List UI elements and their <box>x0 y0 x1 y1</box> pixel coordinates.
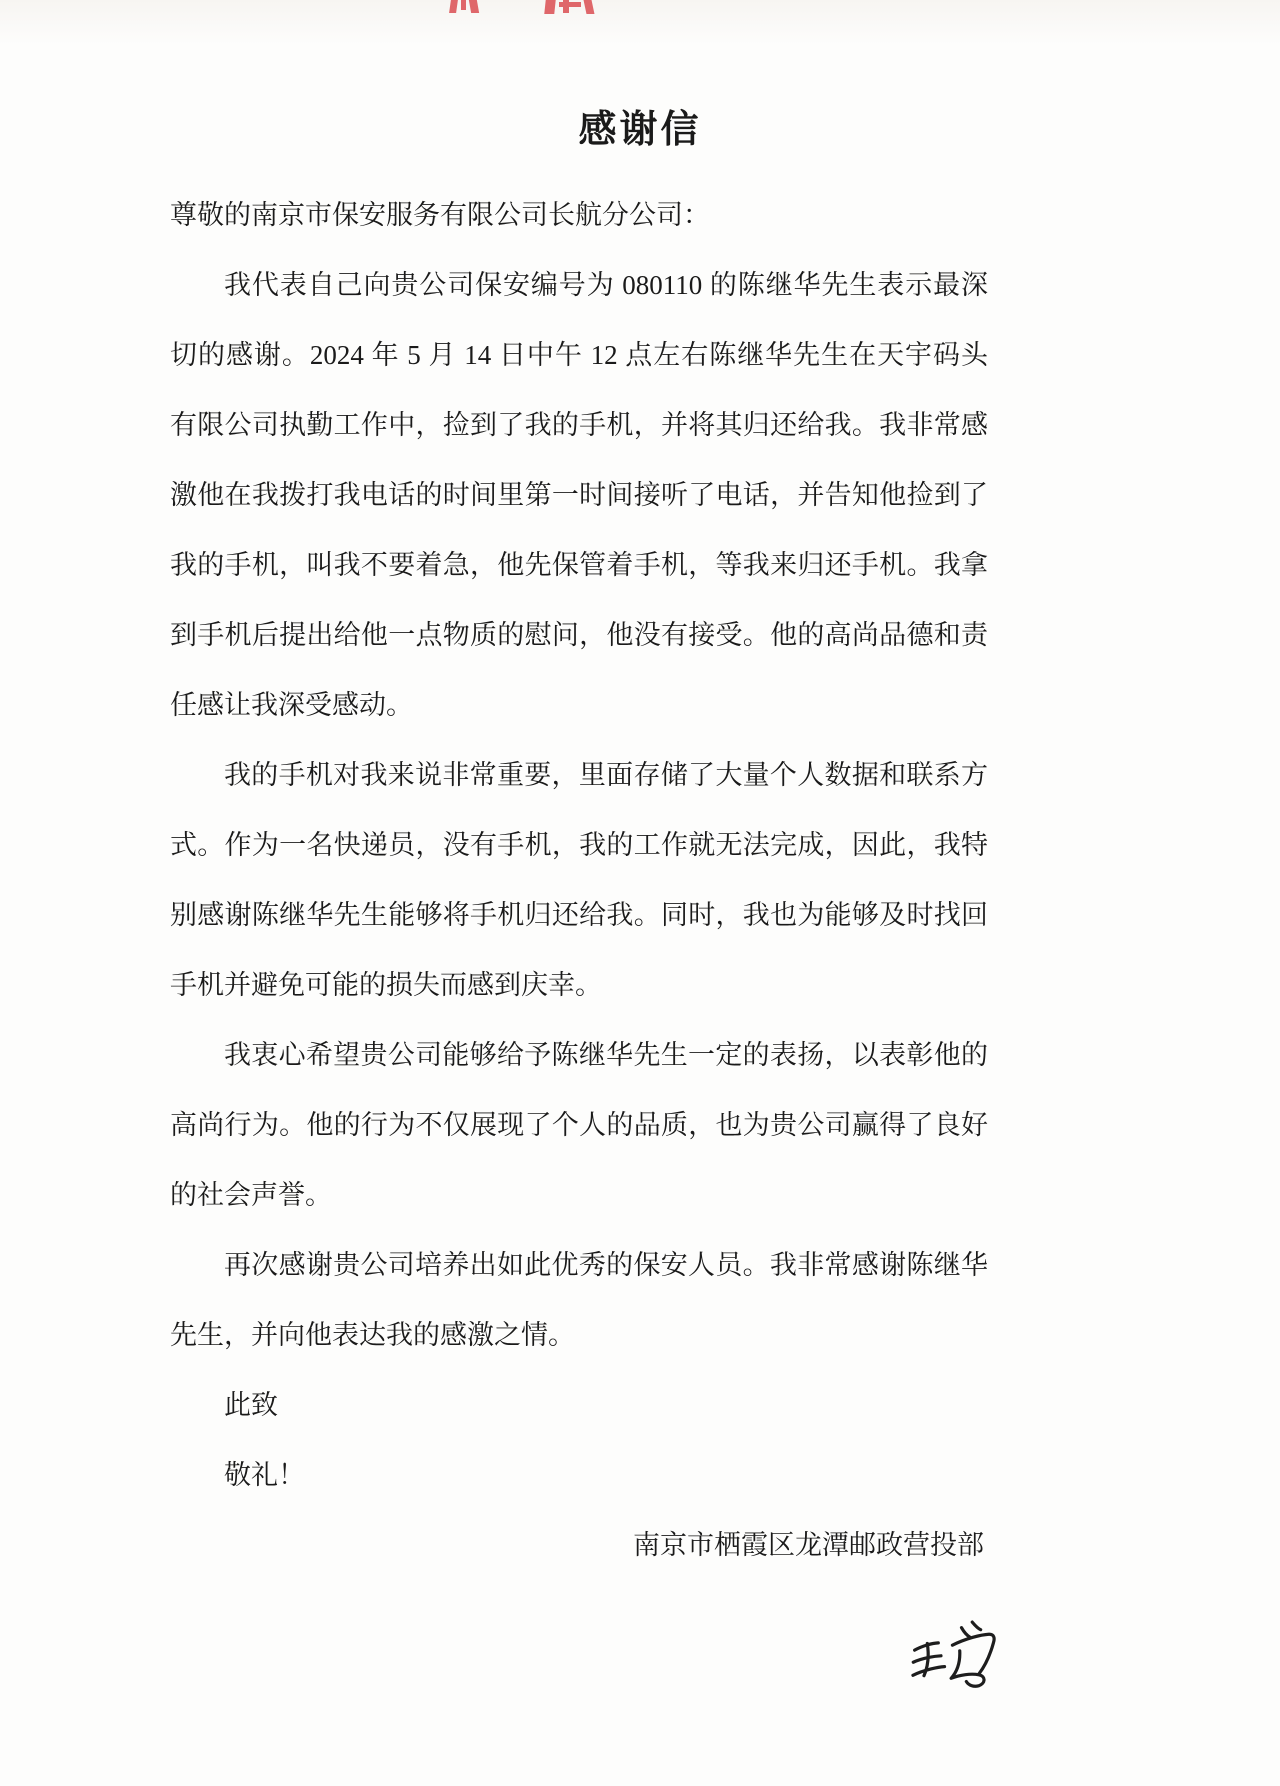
paragraph-3 <box>170 1020 988 1230</box>
paragraph-line: 别感谢陈继华先生能够将手机归还给我。同时，我也为能够及时找回 <box>170 900 988 930</box>
paragraph-line: 我衷心希望贵公司能够给予陈继华先生一定的表扬，以表彰他的 <box>224 1040 988 1070</box>
paragraph-1 <box>170 250 988 740</box>
red-stamp-artifact-icon <box>448 0 480 14</box>
paragraph-line: 我的手机，叫我不要着急，他先保管着手机，等我来归还手机。我拿 <box>170 550 988 580</box>
paragraph-2 <box>170 740 988 1020</box>
paragraph-line: 我的手机对我来说非常重要，里面存储了大量个人数据和联系方 <box>224 760 988 790</box>
handwritten-signature-icon <box>906 1612 1006 1701</box>
paragraph-line: 手机并避免可能的损失而感到庆幸。 <box>170 970 602 1000</box>
closing-jingli: 敬礼！ <box>224 1460 305 1490</box>
paragraph-line: 高尚行为。他的行为不仅展现了个人的品质，也为贵公司赢得了良好 <box>170 1110 988 1140</box>
letter-body <box>170 180 988 1580</box>
paragraph-line: 再次感谢贵公司培养出如此优秀的保安人员。我非常感谢陈继华 <box>224 1250 988 1280</box>
paragraph-4 <box>170 1230 988 1370</box>
paragraph-line: 任感让我深受感动。 <box>170 690 413 720</box>
paragraph-line: 的社会声誉。 <box>170 1180 332 1210</box>
paragraph-line: 我代表自己向贵公司保安编号为 080110 的陈继华先生表示最深 <box>224 270 988 300</box>
paragraph-line: 到手机后提出给他一点物质的慰问，他没有接受。他的高尚品德和责 <box>170 620 988 650</box>
paragraph-line: 先生，并向他表达我的感激之情。 <box>170 1320 575 1350</box>
page-title: 感谢信 <box>578 109 702 151</box>
paragraph-line: 式。作为一名快递员，没有手机，我的工作就无法完成，因此，我特 <box>170 830 988 860</box>
paragraph-line: 有限公司执勤工作中，捡到了我的手机，并将其归还给我。我非常感 <box>170 410 988 440</box>
closing-cizhi: 此致 <box>224 1390 278 1420</box>
paragraph-line: 激他在我拨打我电话的时间里第一时间接听了电话，并告知他捡到了 <box>170 480 988 510</box>
signature-org: 南京市栖霞区龙潭邮政营投部 <box>633 1530 984 1560</box>
salutation: 尊敬的南京市保安服务有限公司长航分公司： <box>170 200 710 230</box>
red-stamp-artifact-icon <box>545 0 595 15</box>
paragraph-line: 切的感谢。2024 年 5 月 14 日中午 12 点左右陈继华先生在天宇码头 <box>170 340 988 370</box>
